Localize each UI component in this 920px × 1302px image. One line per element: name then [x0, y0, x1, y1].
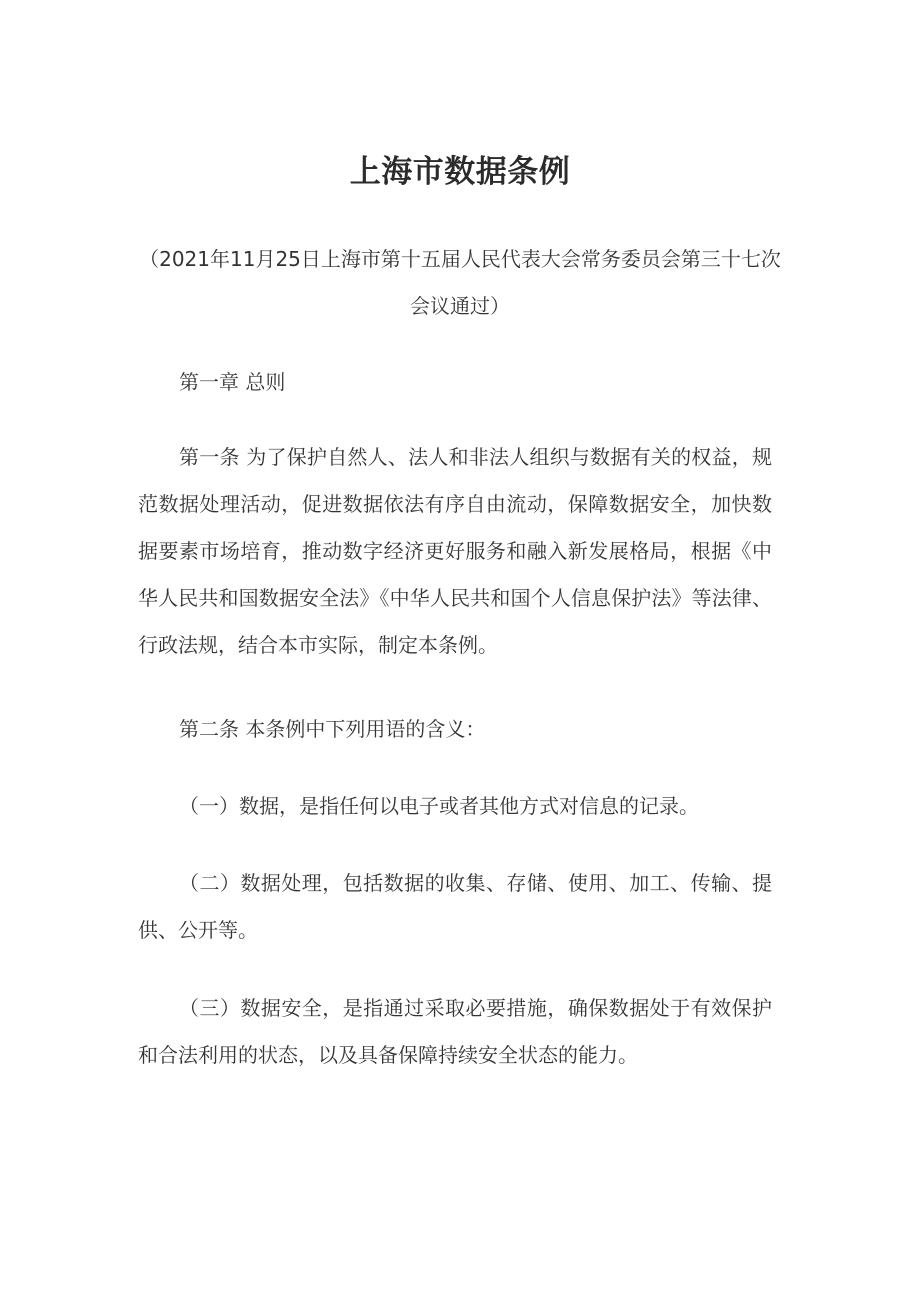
definition-item-1: （一）数据，是指任何以电子或者其他方式对信息的记录。 — [179, 794, 699, 818]
document-title: 上海市数据条例 — [349, 154, 571, 190]
definition-item-3: （三）数据安全，是指通过采取必要措施，确保数据处于有效保护和合法利用的状态，以及具备保障持续安全状态的能力。 — [138, 996, 772, 1067]
chapter-heading: 第一章 总则 — [179, 370, 286, 394]
definition-item-2: （二）数据处理，包括数据的收集、存储、使用、加工、传输、提供、公开等。 — [138, 871, 772, 942]
article-1-paragraph: 第一条 为了保护自然人、法人和非法人组织与数据有关的权益，规范数据处理活动，促进数据依法有序自由流动，保障数据安全，加快数据要素市场培育，推动数字经济更好服务和融入新发展格局，根据《中华人民共和国数据安全法》《中华人民共和国个人信息保护法》等法律、行政法规，结合本市实际，制定本条例。 — [138, 445, 772, 657]
article-2-paragraph: 第二条 本条例中下列用语的含义： — [179, 717, 486, 741]
adoption-note: （2021年11月25日上海市第十五届人民代表大会常务委员会第三十七次会议通过） — [139, 247, 781, 318]
